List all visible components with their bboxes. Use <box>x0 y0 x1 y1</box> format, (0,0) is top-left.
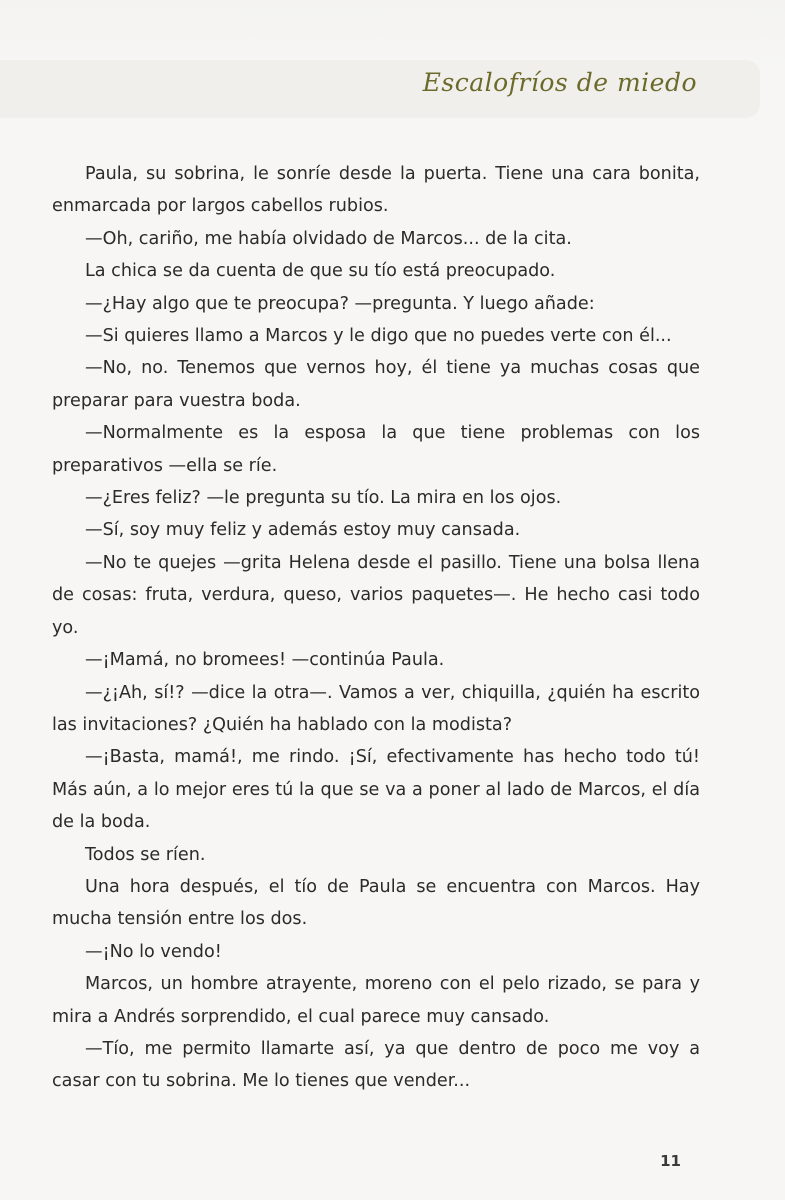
paragraph: —No te quejes —grita Helena desde el pasillo. Tiene una bolsa llena de cosas: fruta, verdura, queso, varios paquetes—. He hecho casi todo yo. <box>52 552 700 638</box>
paragraph: —¡Basta, mamá!, me rindo. ¡Sí, efectivamente has hecho todo tú! Más aún, a lo mejor eres tú la que se va a poner al lado de Marcos, el día de la boda. <box>52 747 700 833</box>
paragraph: Marcos, un hombre atrayente, moreno con el pelo rizado, se para y mira a Andrés sorprendido, el cual parece muy cansado. <box>52 974 700 1027</box>
paragraph: —Si quieres llamo a Marcos y le digo que no puedes verte con él... <box>85 326 672 347</box>
paragraph: —Tío, me permito llamarte así, ya que dentro de poco me voy a casar con tu sobrina. Me lo tienes que vender... <box>52 1038 700 1092</box>
paragraph: —Normalmente es la esposa la que tiene problemas con los preparativos —ella se ríe. <box>52 423 700 476</box>
paragraph: —¿Hay algo que te preocupa? —pregunta. Y luego añade: <box>85 293 595 314</box>
page-number: 11 <box>660 1152 681 1170</box>
paragraph: Una hora después, el tío de Paula se encuentra con Marcos. Hay mucha tensión entre los dos. <box>52 876 700 930</box>
paragraph: Todos se ríen. <box>85 844 206 865</box>
paragraph: —Sí, soy muy feliz y además estoy muy cansada. <box>85 520 521 541</box>
paragraph: —¿¡Ah, sí!? —dice la otra—. Vamos a ver, chiquilla, ¿quién ha escrito las invitaciones? ¿Quién ha hablado con la modista? <box>52 682 700 735</box>
paragraph: —No, no. Tenemos que vernos hoy, él tiene ya muchas cosas que preparar para vuestra boda. <box>52 358 700 411</box>
paragraph: —Oh, cariño, me había olvidado de Marcos... de la cita. <box>85 228 572 249</box>
running-title: Escalofríos de miedo <box>422 68 697 97</box>
paragraph: —¡Mamá, no bromees! —continúa Paula. <box>85 650 445 671</box>
paragraph: —¿Eres feliz? —le pregunta su tío. La mira en los ojos. <box>85 488 562 509</box>
body-text <box>52 158 700 1098</box>
paragraph: Paula, su sobrina, le sonríe desde la puerta. Tiene una cara bonita, enmarcada por largos cabellos rubios. <box>52 164 700 217</box>
paragraph: La chica se da cuenta de que su tío está preocupado. <box>85 261 556 282</box>
paragraph: —¡No lo vendo! <box>85 941 222 962</box>
